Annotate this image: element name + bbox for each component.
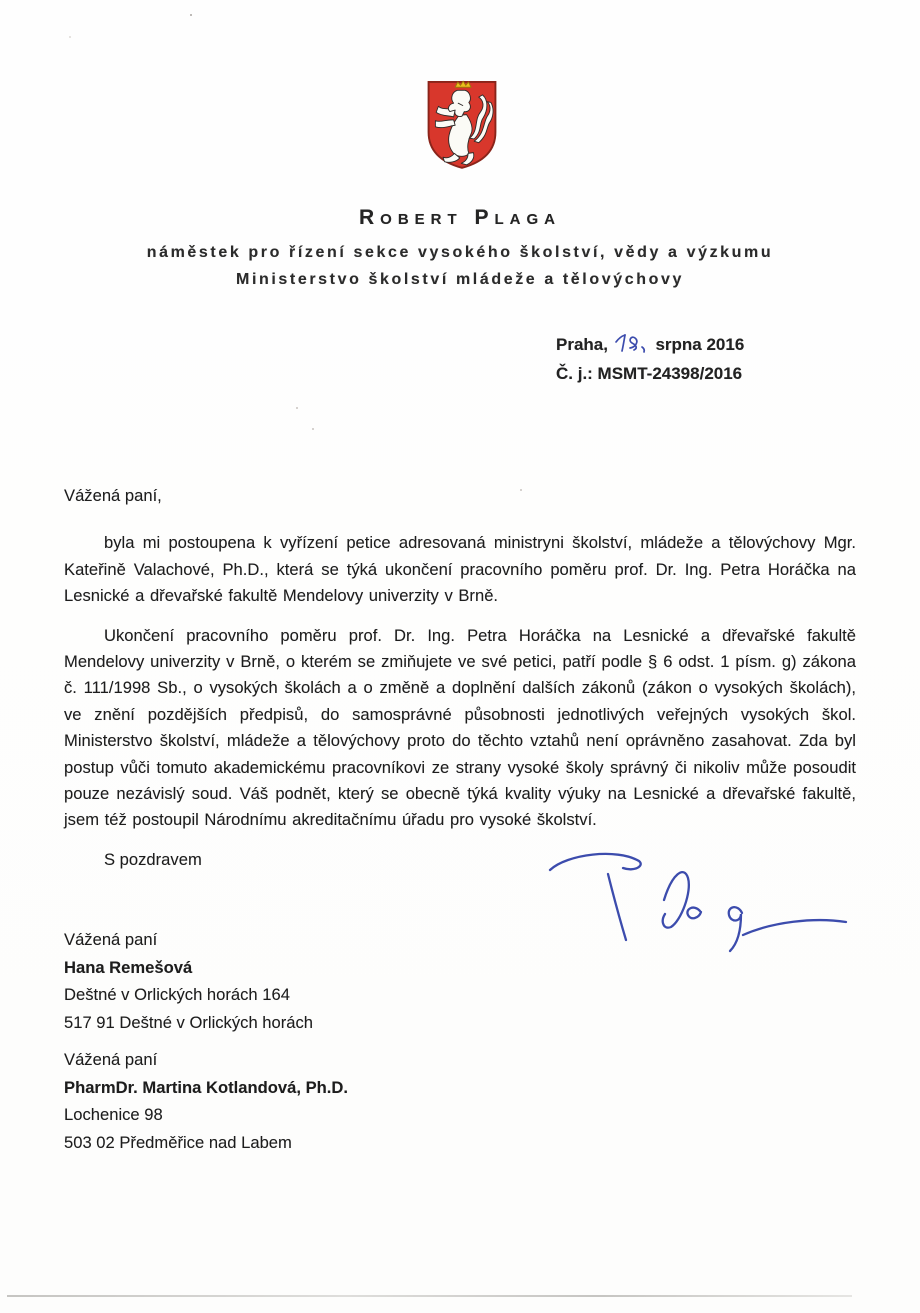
scan-speck <box>190 14 192 16</box>
sender-organization: Ministerstvo školství mládeže a tělovýchovy <box>236 271 684 288</box>
scan-speck <box>520 489 522 491</box>
scan-edge-line <box>7 1295 852 1297</box>
recipient-block-1 <box>64 926 313 1036</box>
recipient-address-line1: Deštné v Orlických horách 164 <box>64 985 290 1004</box>
sender-title: náměstek pro řízení sekce vysokého školství, vědy a výzkumu <box>146 244 774 261</box>
recipient-name: PharmDr. Martina Kotlandová, Ph.D. <box>64 1077 348 1097</box>
handwritten-day-icon <box>614 330 650 356</box>
recipient-address-line1: Lochenice 98 <box>64 1105 163 1124</box>
salutation: Vážená paní, <box>64 486 162 505</box>
paragraph-1: byla mi postoupena k vyřízení petice adresovaná ministryni školství, mládeže a tělovýchovy Mgr. Kateřině Valachové, Ph.D., která se týká ukončení pracovního poměru prof. Dr. Ing. Petra Horáčka na Lesnické a dřevařské fakultě Mendelovy univerzity v Brně. <box>64 533 856 606</box>
date-rest: srpna 2016 <box>655 335 745 354</box>
closing-phrase: S pozdravem <box>104 849 202 869</box>
signature-icon <box>512 834 862 954</box>
recipient-salutation: Vážená paní <box>64 930 158 949</box>
scan-speck <box>296 407 298 409</box>
recipient-name: Hana Remešová <box>64 957 193 977</box>
recipient-address-line2: 503 02 Předměřice nad Labem <box>64 1132 292 1152</box>
scan-speck <box>312 428 314 430</box>
reference-number: Č. j.: MSMT-24398/2016 <box>556 364 743 383</box>
crown-icon <box>455 81 471 87</box>
sender-name: Robert Plaga <box>358 206 561 229</box>
scan-speck <box>69 36 71 38</box>
recipient-block-2 <box>64 1046 348 1156</box>
date-line <box>556 330 744 359</box>
letter-meta <box>556 330 744 388</box>
czech-coat-of-arms-icon <box>424 76 500 173</box>
recipient-address-line2: 517 91 Deštné v Orlických horách <box>64 1012 314 1032</box>
paragraph-2: Ukončení pracovního poměru prof. Dr. Ing. Petra Horáčka na Lesnické a dřevařské fakultě Mendelovy univerzity v Brně, o kterém se zmiňujete ve své petici, patří podle § 6 odst. 1 písm. g) zákona č. 111/1998 Sb., o vysokých školách a o změně a doplnění dalších zákonů (zákon o vysokých školách), ve znění pozdějších předpisů, do samosprávné působnosti jednotlivých veřejných vysokých škol. Ministerstvo školství, mládeže a tělovýchovy proto do těchto vztahů není oprávněno zasahovat. Zda byl postup vůči tomuto akademickému pracovníkovi ze strany vysoké školy správný či nikoliv může posoudit pouze nezávislý soud. Váš podnět, který se obecně týká kvality výuky na Lesnické a dřevařské fakultě, jsem též postoupil Národnímu akreditačnímu úřadu pro vysoké školství. <box>64 625 856 830</box>
recipient-salutation: Vážená paní <box>64 1050 158 1069</box>
letter-body <box>64 483 856 873</box>
date-place-label: Praha, <box>556 335 608 354</box>
